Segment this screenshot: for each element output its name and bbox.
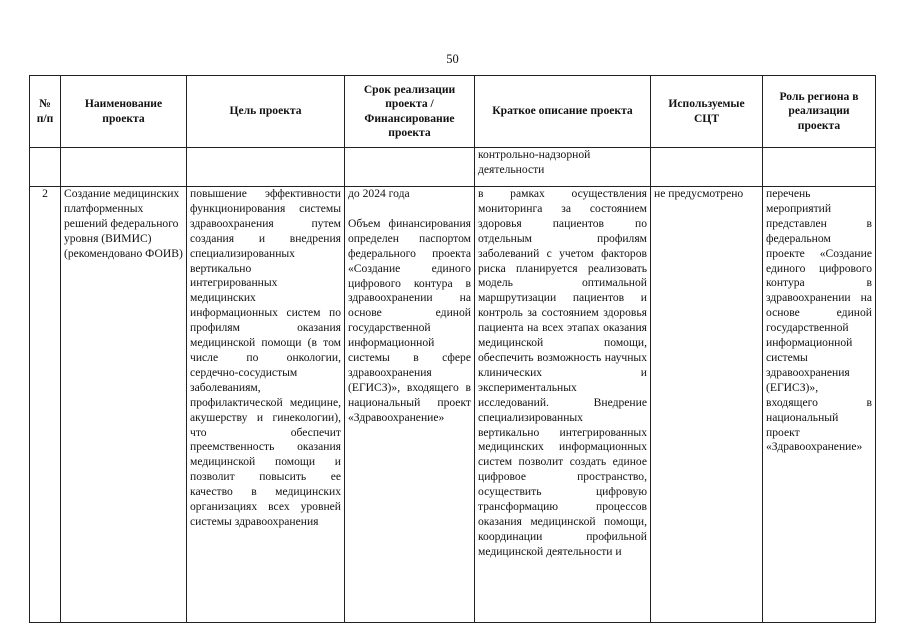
cell-goal: повышение эффективности функционирования системы здравоохранения путем создания и внедрения специализированных вертикально интегрированных медицинских информационных систем по профилям оказания медицинской помощи (в том числе по онкологии, сердечно-сосудистым заболеваниям, профилактической медицине, акушерству и гинекологии), что обеспечит преемственность оказания медицинской помощи и позволит повысить ее качество в медицинских организациях всех уровней системы здравоохранения (187, 187, 345, 623)
cell-role (763, 148, 876, 187)
table-row (30, 187, 876, 623)
header-description: Краткое описание проекта (475, 76, 651, 148)
projects-table (29, 75, 876, 623)
header-project-goal: Цель проекта (187, 76, 345, 148)
cell-number: 2 (30, 187, 61, 623)
page-number: 50 (446, 52, 459, 66)
cell-number (30, 148, 61, 187)
cell-term-financing (345, 187, 475, 623)
cell-used (651, 148, 763, 187)
header-term-financing: Срок реализации проекта / Финансирование проекта (345, 76, 475, 148)
header-region-role: Роль региона в реализации проекта (763, 76, 876, 148)
table-row (30, 148, 876, 187)
table-header-row (30, 76, 876, 148)
cell-name: Создание медицинских платформенных решений федерального уровня (ВИМИС) (рекомендовано ФОИВ) (61, 187, 187, 623)
cell-name (61, 148, 187, 187)
spacer (348, 202, 471, 217)
header-project-name: Наименование проекта (61, 76, 187, 148)
cell-goal (187, 148, 345, 187)
header-number: № п/п (30, 76, 61, 148)
cell-used: не предусмотрено (651, 187, 763, 623)
cell-description: в рамках осуществления мониторинга за состоянием здоровья пациентов по отдельным профилям заболеваний с учетом факторов риска планируется реализовать модель оптимальной маршрутизации пациентов и контроль за состоянием здоровья пациента на всех этапах оказания медицинской помощи, обеспечить возможность научных клинических и экспериментальных исследований. Внедрение специализированных вертикально интегрированных медицинских информационных систем позволит создать единое цифровое пространство, осуществить цифровую трансформацию процессов оказания медицинской помощи, координации профильной медицинской деятельности и (475, 187, 651, 623)
cell-term (345, 148, 475, 187)
financing-text: Объем финансирования определен паспортом федерального проекта «Создание единого цифрового контура в здравоохранении на основе единой государственной информационной системы в сфере здравоохранения (ЕГИСЗ)», входящего в национальный проект «Здравоохранение» (348, 216, 471, 424)
cell-role: перечень мероприятий представлен в федеральном проекте «Создание единого цифрового контура в здравоохранении на основе единой государственной информационной системы здравоохранения (ЕГИСЗ)», входящего в национальный проект «Здравоохранение» (763, 187, 876, 623)
header-used-tech: Используемые СЦТ (651, 76, 763, 148)
term-text: до 2024 года (348, 187, 410, 200)
cell-description: контрольно-надзорной деятельности (475, 148, 651, 187)
